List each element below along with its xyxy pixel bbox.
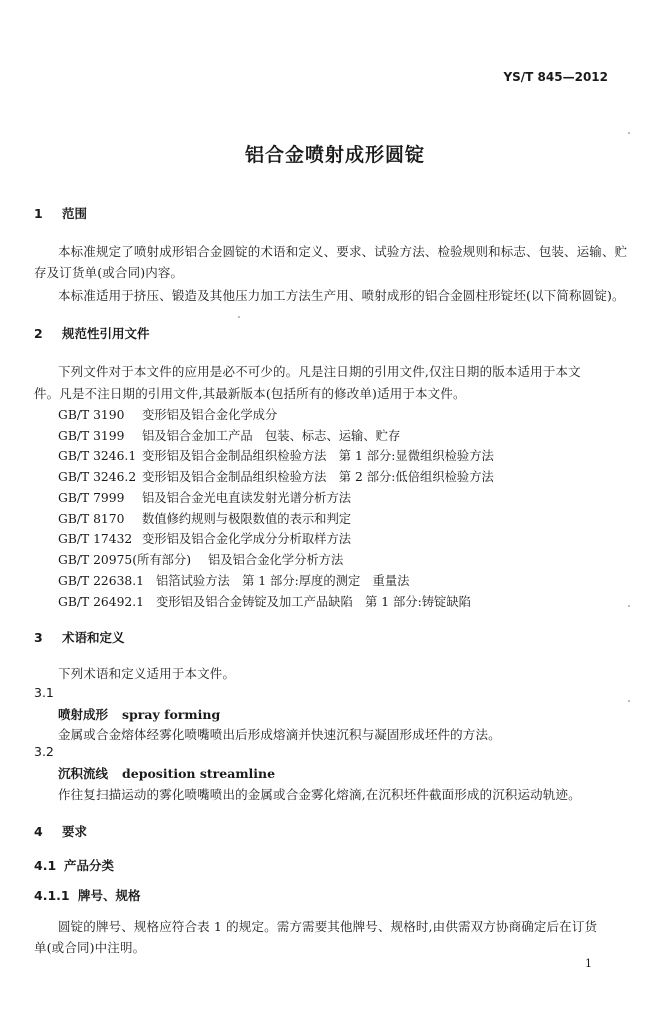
reference-item [58,571,409,589]
reference-title: 变形铝及铝合金制品组织检验方法 第 2 部分:低倍组织检验方法 [142,470,494,484]
term-number: 3.1 [34,685,54,700]
reference-title: 变形铝及铝合金化学成分 [142,408,278,422]
reference-item [58,467,494,485]
reference-title: 铝及铝合金化学分析方法 [208,553,344,567]
scan-speck [628,700,630,702]
reference-item [58,592,471,610]
term-chinese: 喷射成形 [58,707,109,722]
grades-paragraph-line-2: 单(或合同)中注明。 [34,940,146,955]
reference-code: GB/T 3199 [58,429,125,443]
term-number: 3.2 [34,744,54,759]
standard-code: YS/T 845—2012 [503,70,608,84]
reference-title: 铝及铝合金光电直读发射光谱分析方法 [142,491,352,505]
reference-item [58,488,351,506]
reference-title: 铝箔试验方法 第 1 部分:厚度的测定 重量法 [156,574,410,588]
section-2-title: 规范性引用文件 [62,326,150,341]
grades-paragraph-line-1: 圆锭的牌号、规格应符合表 1 的规定。需方需要其他牌号、规格时,由供需双方协商确定后在订货 [58,919,598,934]
term-definition: 金属或合金熔体经雾化喷嘴喷出后形成熔滴并快速沉积与凝固形成坯件的方法。 [58,727,501,742]
subsection-4-1-title: 产品分类 [64,858,115,873]
reference-code: GB/T 3246.2 [58,470,137,484]
reference-code: GB/T 17432 [58,532,133,546]
subsection-4-1-1-heading [34,886,141,904]
section-1-heading [34,204,87,222]
section-3-heading [34,628,125,646]
reference-code: GB/T 22638.1 [58,574,144,588]
reference-item [58,529,351,547]
reference-item [58,550,343,568]
references-intro-line-2: 件。凡是不注日期的引用文件,其最新版本(包括所有的修改单)适用于本文件。 [34,386,466,401]
term-english: deposition streamline [122,766,276,781]
scope-paragraph-2: 本标准适用于挤压、锻造及其他压力加工方法生产用、喷射成形的铝合金圆柱形锭坯(以下简称圆锭)。 [58,288,625,303]
section-3-number: 3 [34,630,43,645]
section-2-heading [34,324,150,342]
reference-code: GB/T 20975(所有部分) [58,553,192,567]
reference-title: 变形铝及铝合金化学成分分析取样方法 [142,532,352,546]
page-number: 1 [585,957,592,970]
reference-code: GB/T 3190 [58,408,125,422]
reference-item [58,509,351,527]
reference-code: GB/T 26492.1 [58,595,144,609]
section-4-heading [34,822,87,840]
section-1-title: 范围 [62,206,88,221]
subsection-4-1-heading [34,856,114,874]
scan-speck [628,605,630,607]
reference-item [58,405,277,423]
term-heading [58,764,275,782]
document-title: 铝合金喷射成形圆锭 [244,144,425,166]
section-1-number: 1 [34,206,43,221]
section-2-number: 2 [34,326,43,341]
scan-speck [628,132,630,134]
terms-intro: 下列术语和定义适用于本文件。 [58,666,236,681]
reference-item [58,446,494,464]
scope-paragraph-1-line-2: 存及订货单(或合同)内容。 [34,265,184,280]
reference-item [58,426,400,444]
subsection-4-1-1-number: 4.1.1 [34,888,70,903]
subsection-4-1-1-title: 牌号、规格 [78,888,141,903]
reference-code: GB/T 7999 [58,491,125,505]
scan-speck [238,316,240,318]
term-definition: 作往复扫描运动的雾化喷嘴喷出的金属或合金雾化熔滴,在沉积坯件截面形成的沉积运动轨迹。 [58,787,581,802]
term-chinese: 沉积流线 [58,766,109,781]
section-4-title: 要求 [62,824,88,839]
reference-title: 变形铝及铝合金铸锭及加工产品缺陷 第 1 部分:铸锭缺陷 [156,595,471,609]
reference-title: 铝及铝合金加工产品 包装、标志、运输、贮存 [142,429,401,443]
subsection-4-1-number: 4.1 [34,858,57,873]
reference-title: 变形铝及铝合金制品组织检验方法 第 1 部分:显微组织检验方法 [142,449,494,463]
section-3-title: 术语和定义 [62,630,125,645]
reference-code: GB/T 8170 [58,512,125,526]
scope-paragraph-1-line-1: 本标准规定了喷射成形铝合金圆锭的术语和定义、要求、试验方法、检验规则和标志、包装、运输、贮 [58,244,628,259]
section-4-number: 4 [34,824,43,839]
references-intro-line-1: 下列文件对于本文件的应用是必不可少的。凡是注日期的引用文件,仅注日期的版本适用于本文 [58,364,581,379]
reference-title: 数值修约规则与极限数值的表示和判定 [142,512,352,526]
term-english: spray forming [122,707,221,722]
reference-code: GB/T 3246.1 [58,449,137,463]
term-heading [58,705,220,723]
